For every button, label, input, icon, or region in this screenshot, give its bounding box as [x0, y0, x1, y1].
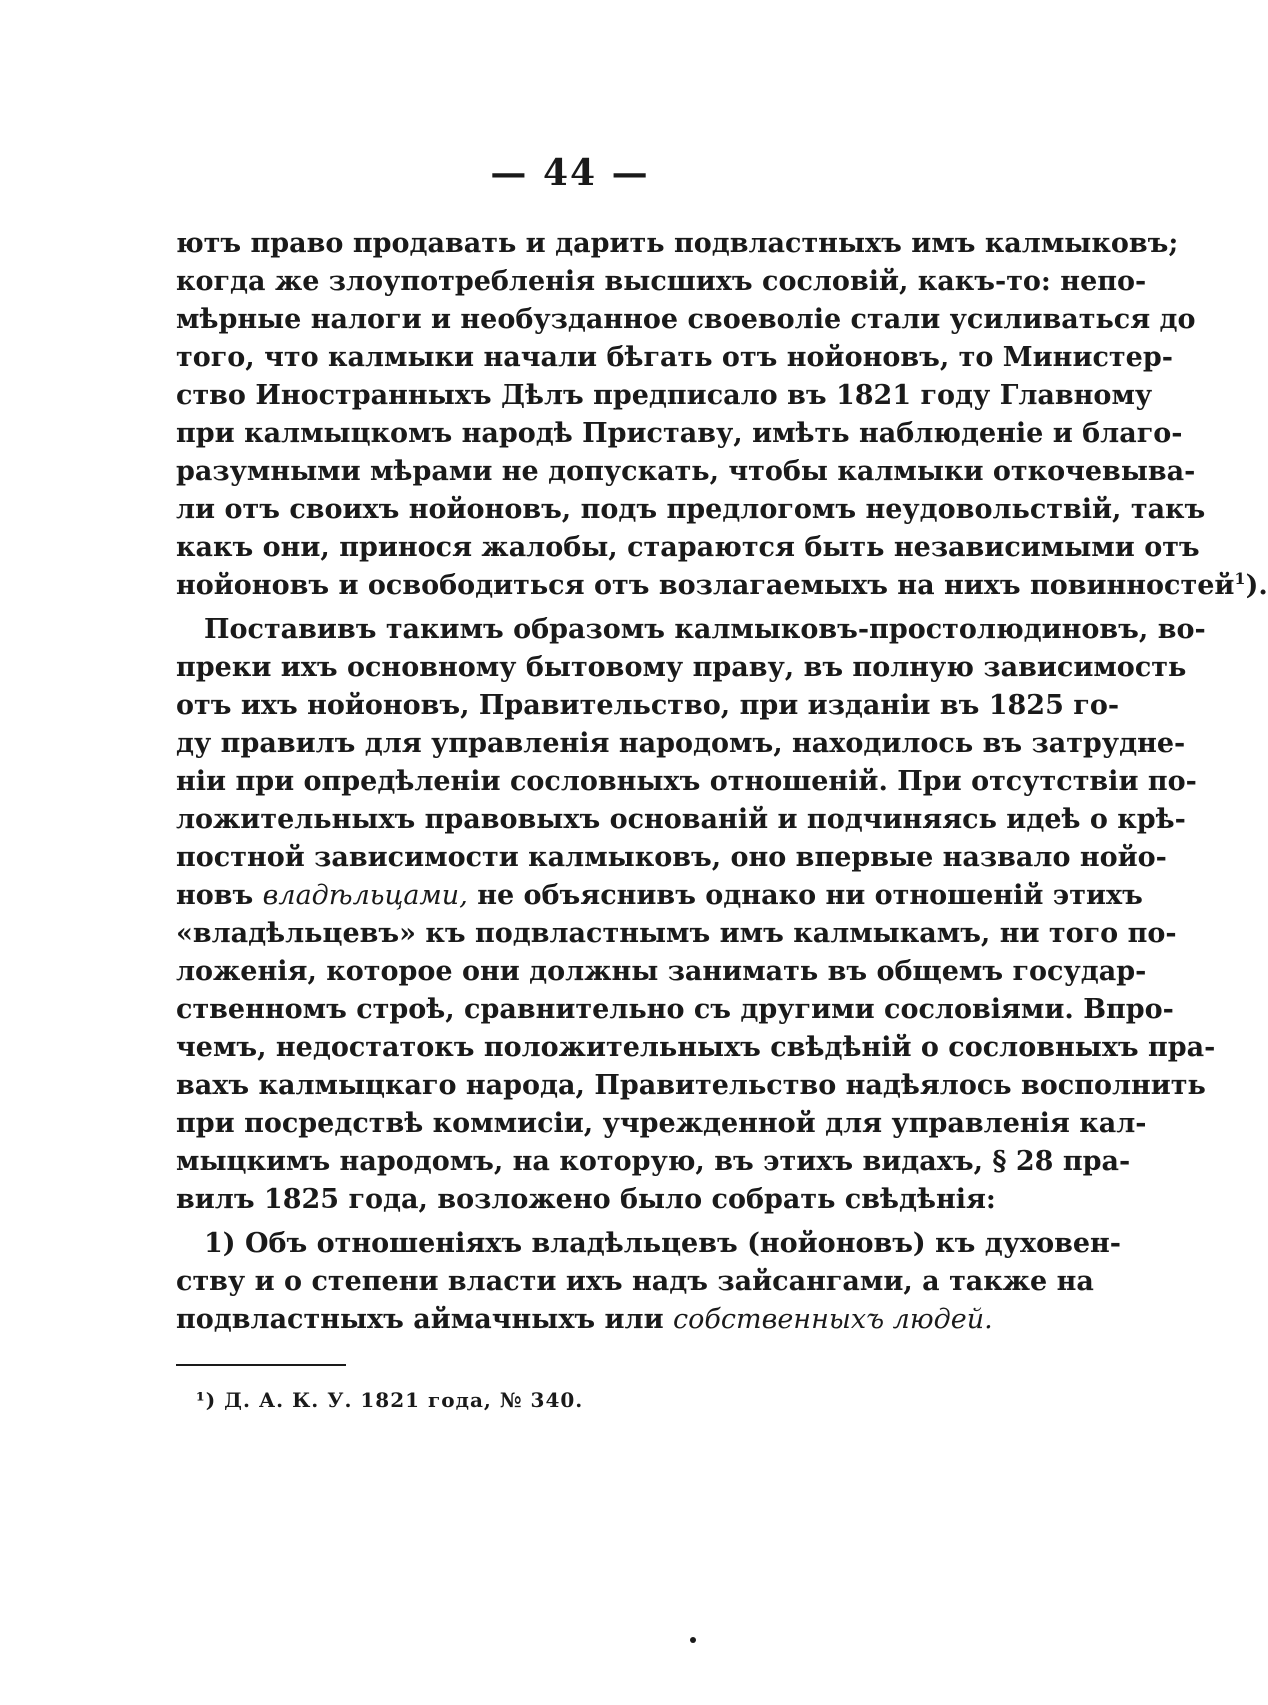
- text-line: постной зависимости калмыковъ, оно впервые назвало нойо-: [176, 842, 1167, 873]
- text-fragment: не объяснивъ однако ни отношеній этихъ: [477, 880, 1143, 911]
- text-line: ли отъ своихъ нойоновъ, подъ предлогомъ неудовольствій, такъ: [176, 494, 1206, 525]
- text-line: того, что калмыки начали бѣгать отъ нойоновъ, то Министер-: [176, 342, 1173, 373]
- text-line: ложительныхъ правовыхъ основаній и подчиняясь идеѣ о крѣ-: [176, 804, 1186, 835]
- text-line: вахъ калмыцкаго народа, Правительство надѣялось восполнить: [176, 1070, 1206, 1101]
- text-line: ство Иностранныхъ Дѣлъ предписало въ 1821 году Главному: [176, 380, 1153, 411]
- text-line: ложенія, которое они должны занимать въ общемъ государ-: [176, 956, 1147, 987]
- text-line: «владѣльцевъ» къ подвластнымъ имъ калмыкамъ, ни того по-: [176, 918, 1177, 949]
- italic-term: собственныхъ людей.: [673, 1304, 993, 1335]
- footnote: ¹) Д. А. К. У. 1821 года, № 340.: [196, 1388, 584, 1412]
- text-fragment: нойоновъ и освободиться отъ возлагаемыхъ на нихъ повинностей: [176, 570, 1235, 601]
- text-fragment: подвластныхъ аймачныхъ или: [176, 1304, 664, 1335]
- text-line: какъ они, принося жалобы, стараются быть независимыми отъ: [176, 532, 1200, 563]
- text-line: [176, 1301, 993, 1339]
- text-line: вилъ 1825 года, возложено было собрать свѣдѣнія:: [176, 1184, 996, 1215]
- print-speck: [690, 1637, 696, 1643]
- footnote-reference: 1: [1234, 569, 1246, 588]
- footnote-divider: [176, 1364, 346, 1366]
- text-line: мѣрные налоги и необузданное своеволіе стали усиливаться до: [176, 304, 1196, 335]
- text-line: преки ихъ основному бытовому праву, въ полную зависимость: [176, 652, 1187, 683]
- text-line: когда же злоупотребленія высшихъ сословій, какъ-то: непо-: [176, 266, 1147, 297]
- text-line: мыцкимъ народомъ, на которую, въ этихъ видахъ, § 28 пра-: [176, 1146, 1131, 1177]
- text-line: ду правилъ для управленія народомъ, находилось въ затрудне-: [176, 728, 1186, 759]
- body-text: [176, 225, 1268, 1339]
- text-line: при калмыцкомъ народѣ Приставу, имѣть наблюденіе и благо-: [176, 418, 1183, 449]
- text-line: Поставивъ такимъ образомъ калмыковъ-простолюдиновъ, во-: [204, 614, 1206, 645]
- text-line: ству и о степени власти ихъ надъ зайсангами, а также на: [176, 1266, 1094, 1297]
- italic-term: владѣльцами,: [262, 880, 468, 911]
- text-line: ственномъ строѣ, сравнительно съ другими сословіями. Впро-: [176, 994, 1174, 1025]
- text-line: [176, 877, 1143, 915]
- text-fragment: новъ: [176, 880, 254, 911]
- text-line: при посредствѣ коммисіи, учрежденной для управленія кал-: [176, 1108, 1147, 1139]
- text-line: чемъ, недостатокъ положительныхъ свѣдѣній о сословныхъ пра-: [176, 1032, 1216, 1063]
- text-line: 1) Объ отношеніяхъ владѣльцевъ (нойоновъ) къ духовен-: [204, 1228, 1122, 1259]
- text-line: разумными мѣрами не допускать, чтобы калмыки откочевыва-: [176, 456, 1196, 487]
- page-number: — 44 —: [490, 152, 650, 194]
- text-line: ніи при опредѣленіи сословныхъ отношеній. При отсутствіи по-: [176, 766, 1197, 797]
- text-fragment: ).: [1245, 570, 1268, 601]
- text-line: отъ ихъ нойоновъ, Правительство, при изданіи въ 1825 го-: [176, 690, 1120, 721]
- text-line: [176, 567, 1268, 605]
- text-line: ютъ право продавать и дарить подвластныхъ имъ калмыковъ;: [176, 228, 1179, 259]
